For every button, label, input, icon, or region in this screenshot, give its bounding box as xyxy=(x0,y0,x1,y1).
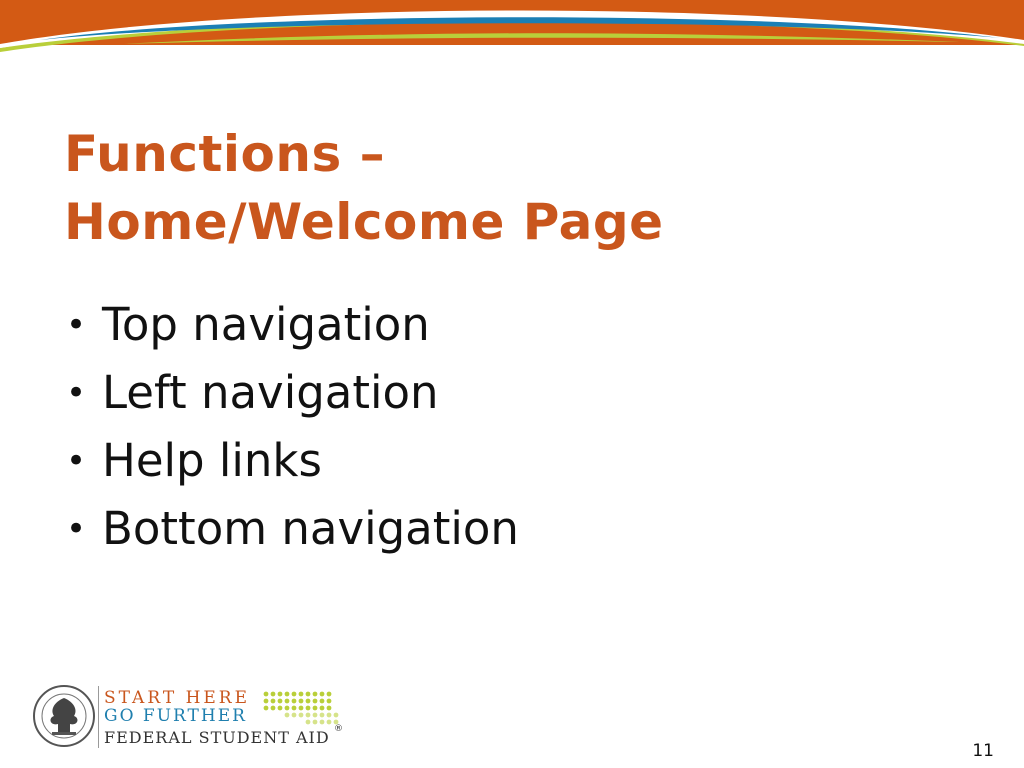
logo-text-go-further: GO FURTHER xyxy=(104,706,247,726)
bullet-dot-icon: • xyxy=(66,305,87,345)
federal-student-aid-logo xyxy=(32,684,362,754)
slide-title-line-2: Home/Welcome Page xyxy=(64,193,664,251)
top-banner xyxy=(0,0,1024,60)
registered-trademark: ® xyxy=(334,724,343,734)
bullet-text: Bottom navigation xyxy=(102,502,519,555)
bullet-list xyxy=(66,298,519,570)
slide-title-line-1: Functions – xyxy=(64,125,386,183)
bullet-item xyxy=(66,366,519,434)
bullet-item xyxy=(66,502,519,570)
bullet-dot-icon: • xyxy=(66,373,87,413)
logo-text-start-here: START HERE xyxy=(104,688,251,708)
page-number: 11 xyxy=(972,741,994,761)
bullet-item xyxy=(66,298,519,366)
logo-divider xyxy=(98,686,99,748)
bullet-item xyxy=(66,434,519,502)
department-of-education-seal-icon xyxy=(32,684,96,748)
bullet-dot-icon: • xyxy=(66,509,87,549)
logo-dot-grid-icon xyxy=(262,690,342,726)
bullet-text: Help links xyxy=(102,434,322,487)
logo-text-federal-student-aid: FEDERAL STUDENT AID xyxy=(104,728,330,747)
bullet-dot-icon: • xyxy=(66,441,87,481)
slide-title xyxy=(64,120,964,256)
bullet-text: Left navigation xyxy=(102,366,439,419)
bullet-text: Top navigation xyxy=(102,298,430,351)
